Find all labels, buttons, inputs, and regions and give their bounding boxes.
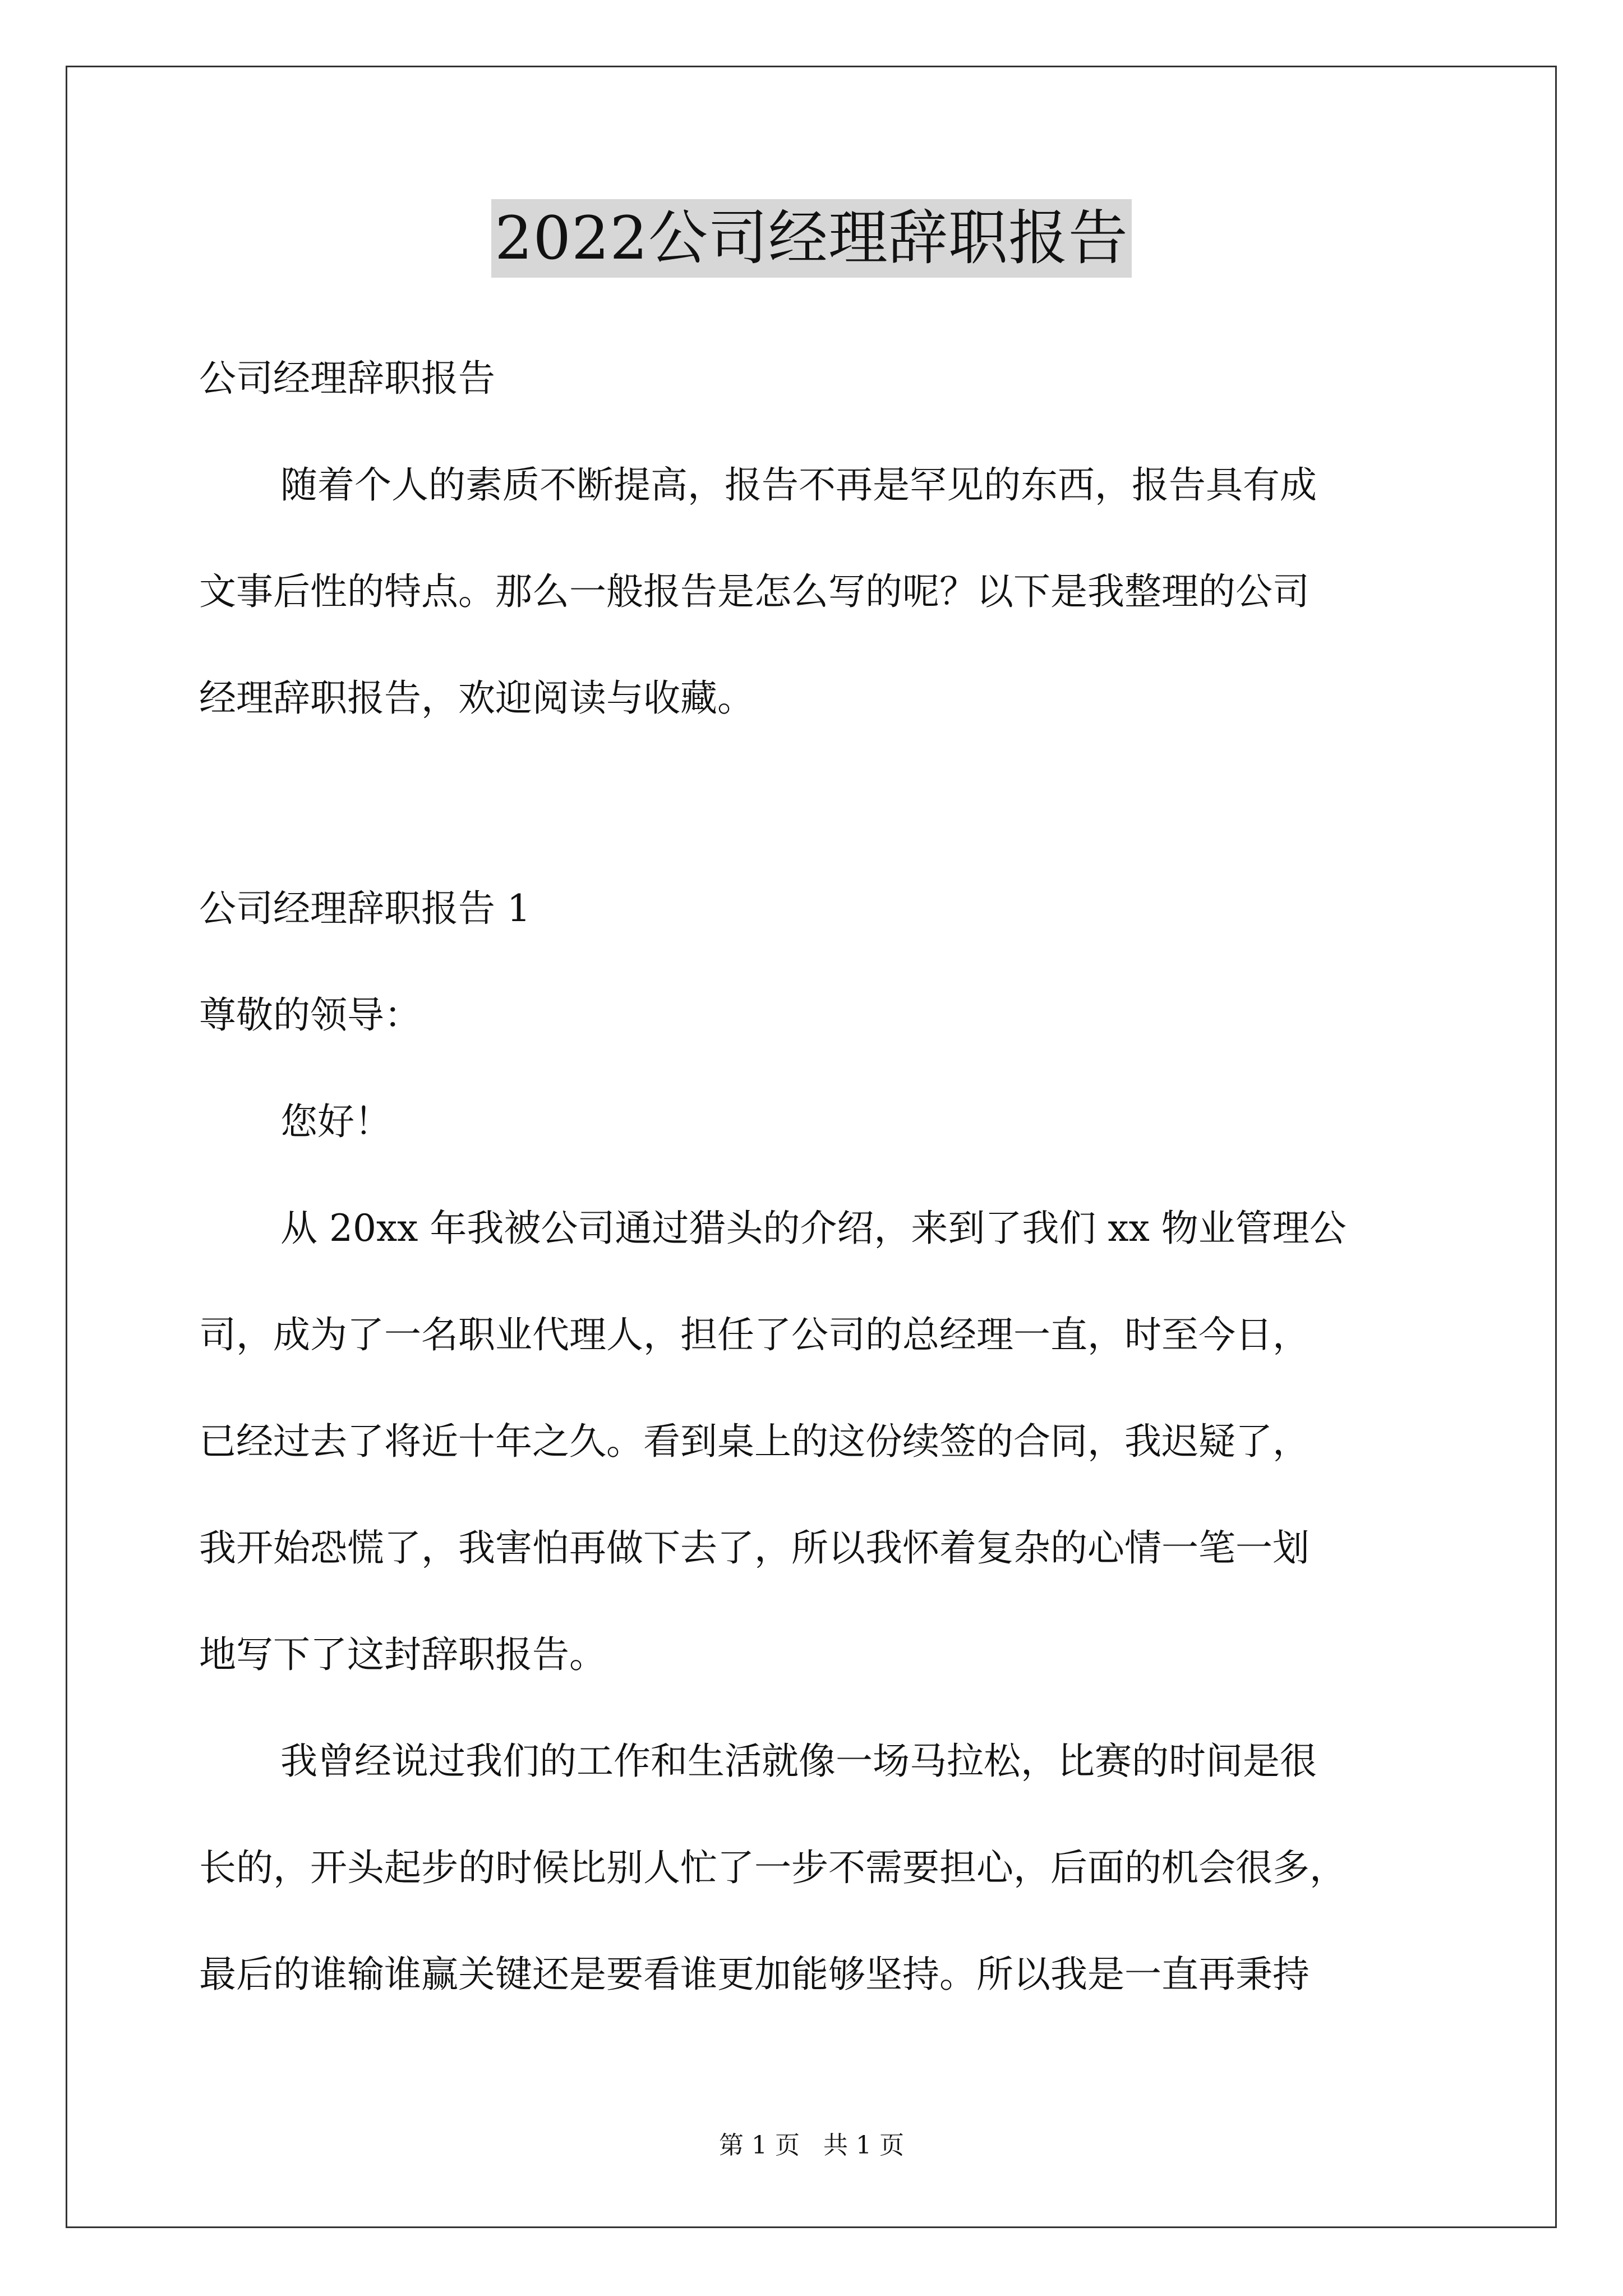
page-footer: 第 1 页 共 1 页 [719, 2131, 904, 2160]
paragraph-line: 我开始恐慌了，我害怕再做下去了，所以我怀着复杂的心情一笔一划 [199, 1526, 1310, 1570]
paragraph-line: 我曾经说过我们的工作和生活就像一场马拉松，比赛的时间是很 [280, 1740, 1317, 1783]
subtitle-line: 公司经理辞职报告 [199, 357, 495, 400]
document-title: 2022公司经理辞职报告 [491, 199, 1132, 278]
salutation: 尊敬的领导： [199, 993, 421, 1037]
paragraph-line: 文事后性的特点。那么一般报告是怎么写的呢？以下是我整理的公司 [199, 570, 1310, 613]
paragraph-line: 已经过去了将近十年之久。看到桌上的这份续签的合同，我迟疑了， [199, 1420, 1310, 1463]
paragraph-line: 经理辞职报告，欢迎阅读与收藏。 [199, 677, 754, 720]
paragraph-line: 从 20xx 年我被公司通过猎头的介绍，来到了我们 xx 物业管理公 [280, 1207, 1347, 1250]
paragraph-line: 长的，开头起步的时候比别人忙了一步不需要担心，后面的机会很多， [199, 1846, 1347, 1889]
paragraph-line: 司，成为了一名职业代理人，担任了公司的总经理一直，时至今日， [199, 1313, 1310, 1356]
greeting: 您好！ [280, 1100, 391, 1143]
paragraph-line: 随着个人的素质不断提高，报告不再是罕见的东西，报告具有成 [280, 463, 1317, 507]
section-heading: 公司经理辞职报告 1 [199, 887, 531, 930]
paragraph-line: 最后的谁输谁赢关键还是要看谁更加能够坚持。所以我是一直再秉持 [199, 1953, 1310, 1996]
paragraph-line: 地写下了这封辞职报告。 [199, 1633, 606, 1676]
title-container [0, 199, 1623, 278]
